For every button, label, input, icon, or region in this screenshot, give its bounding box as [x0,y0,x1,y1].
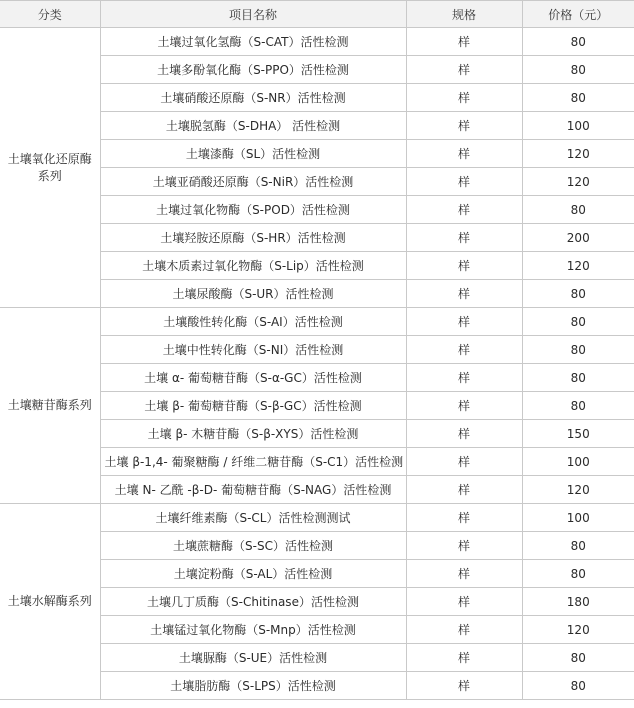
price-cell: 80 [522,560,634,588]
price-cell: 80 [522,28,634,56]
price-cell: 80 [522,532,634,560]
item-name-cell: 土壤亚硝酸还原酶（S-NiR）活性检测 [100,168,406,196]
price-cell: 150 [522,420,634,448]
spec-cell: 样 [406,420,522,448]
item-name-cell: 土壤锰过氧化物酶（S-Mnp）活性检测 [100,616,406,644]
price-cell: 80 [522,392,634,420]
price-cell: 100 [522,504,634,532]
item-name-cell: 土壤纤维素酶（S-CL）活性检测测试 [100,504,406,532]
item-name-cell: 土壤脂肪酶（S-LPS）活性检测 [100,672,406,700]
price-cell: 180 [522,588,634,616]
spec-cell: 样 [406,56,522,84]
spec-cell: 样 [406,644,522,672]
price-cell: 80 [522,672,634,700]
item-name-cell: 土壤过氧化氢酶（S-CAT）活性检测 [100,28,406,56]
price-cell: 80 [522,84,634,112]
spec-cell: 样 [406,616,522,644]
spec-cell: 样 [406,476,522,504]
table-row [0,308,634,336]
item-name-cell: 土壤蔗糖酶（S-SC）活性检测 [100,532,406,560]
price-cell: 80 [522,308,634,336]
spec-cell: 样 [406,224,522,252]
category-cell: 土壤氧化还原酶系列 [0,28,100,308]
spec-cell: 样 [406,280,522,308]
item-name-cell: 土壤 β- 葡萄糖苷酶（S-β-GC）活性检测 [100,392,406,420]
price-cell: 100 [522,112,634,140]
item-name-cell: 土壤过氧化物酶（S-POD）活性检测 [100,196,406,224]
table-row [0,28,634,56]
spec-cell: 样 [406,504,522,532]
header-item-name: 项目名称 [100,1,406,28]
category-cell: 土壤糖苷酶系列 [0,308,100,504]
price-cell: 200 [522,224,634,252]
item-name-cell: 土壤漆酶（SL）活性检测 [100,140,406,168]
spec-cell: 样 [406,560,522,588]
item-name-cell: 土壤中性转化酶（S-NI）活性检测 [100,336,406,364]
price-cell: 120 [522,140,634,168]
price-cell: 80 [522,196,634,224]
spec-cell: 样 [406,168,522,196]
table-header [0,1,634,28]
price-cell: 120 [522,252,634,280]
spec-cell: 样 [406,448,522,476]
price-cell: 80 [522,280,634,308]
table-row [0,504,634,532]
header-category: 分类 [0,1,100,28]
price-cell: 80 [522,364,634,392]
item-name-cell: 土壤 β- 木糖苷酶（S-β-XYS）活性检测 [100,420,406,448]
header-price: 价格（元） [522,1,634,28]
price-cell: 120 [522,168,634,196]
spec-cell: 样 [406,672,522,700]
item-name-cell: 土壤酸性转化酶（S-AI）活性检测 [100,308,406,336]
item-name-cell: 土壤尿酸酶（S-UR）活性检测 [100,280,406,308]
category-cell: 土壤水解酶系列 [0,504,100,700]
item-name-cell: 土壤脲酶（S-UE）活性检测 [100,644,406,672]
item-name-cell: 土壤 β-1,4- 葡聚糖酶 / 纤维二糖苷酶（S-C1）活性检测 [100,448,406,476]
item-name-cell: 土壤多酚氧化酶（S-PPO）活性检测 [100,56,406,84]
spec-cell: 样 [406,112,522,140]
price-cell: 100 [522,448,634,476]
item-name-cell: 土壤硝酸还原酶（S-NR）活性检测 [100,84,406,112]
item-name-cell: 土壤淀粉酶（S-AL）活性检测 [100,560,406,588]
spec-cell: 样 [406,588,522,616]
spec-cell: 样 [406,140,522,168]
item-name-cell: 土壤羟胺还原酶（S-HR）活性检测 [100,224,406,252]
header-spec: 规格 [406,1,522,28]
spec-cell: 样 [406,392,522,420]
spec-cell: 样 [406,196,522,224]
price-cell: 120 [522,616,634,644]
spec-cell: 样 [406,364,522,392]
table-body [0,28,634,700]
header-row [0,1,634,28]
price-cell: 120 [522,476,634,504]
spec-cell: 样 [406,308,522,336]
price-cell: 80 [522,336,634,364]
spec-cell: 样 [406,28,522,56]
spec-cell: 样 [406,532,522,560]
item-name-cell: 土壤 α- 葡萄糖苷酶（S-α-GC）活性检测 [100,364,406,392]
price-cell: 80 [522,644,634,672]
item-name-cell: 土壤脱氢酶（S-DHA） 活性检测 [100,112,406,140]
spec-cell: 样 [406,252,522,280]
spec-cell: 样 [406,84,522,112]
item-name-cell: 土壤 N- 乙酰 -β-D- 葡萄糖苷酶（S-NAG）活性检测 [100,476,406,504]
spec-cell: 样 [406,336,522,364]
item-name-cell: 土壤木质素过氧化物酶（S-Lip）活性检测 [100,252,406,280]
price-cell: 80 [522,56,634,84]
item-name-cell: 土壤几丁质酶（S-Chitinase）活性检测 [100,588,406,616]
